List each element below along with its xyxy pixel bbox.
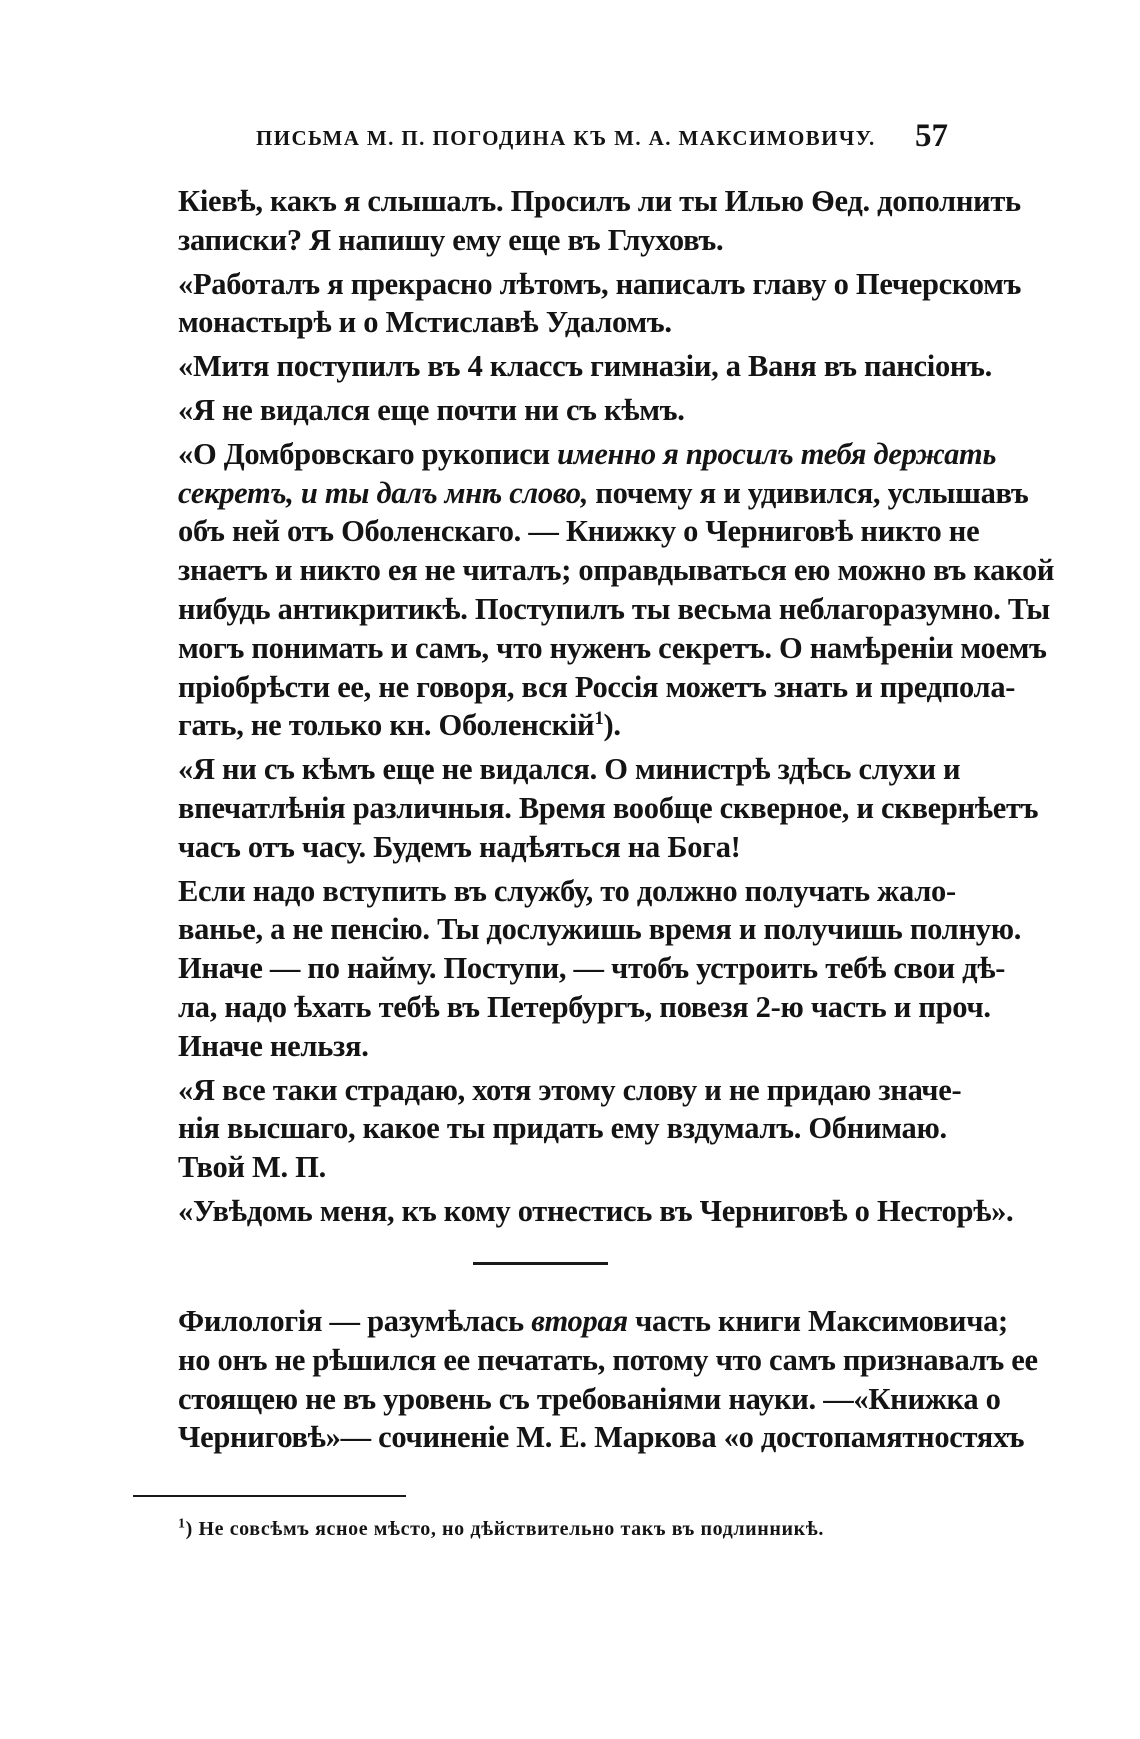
paragraph-7	[178, 872, 1022, 1066]
text-line: пріобрѣсти ее, не говоря, вся Россія можетъ знать и предпола-	[178, 669, 1016, 704]
section-divider	[473, 1262, 608, 1265]
text-line: «Увѣдомь меня, къ кому отнестись въ Черниговѣ о Несторѣ».	[178, 1193, 1014, 1228]
text-line: Если надо вступить въ службу, то должно получать жало-	[178, 873, 956, 908]
commentary-text	[178, 1302, 1038, 1457]
footnote-text: ) Не совсѣмъ ясное мѣсто, но дѣйствительно такъ въ подлинникѣ.	[185, 1518, 824, 1540]
text-run: гать, не только кн. Оболенскій	[178, 708, 595, 743]
text-line: знаетъ и никто ея не читалъ; оправдываться ею можно въ какой	[178, 553, 1055, 588]
text-run: «О Домбровскаго рукописи	[178, 436, 558, 471]
text-line: «Я все таки страдаю, хотя этому слову и не придаю значе-	[178, 1072, 962, 1107]
text-line: стоящею не въ уровень съ требованіями науки. —«Книжка о	[178, 1381, 1001, 1416]
text-line: нія высшаго, какое ты придать ему вздумалъ. Обнимаю.	[178, 1111, 947, 1146]
paragraph-2	[178, 265, 1022, 343]
text-run: почему я и удивился, услышавъ	[588, 475, 1029, 510]
text-line: «Митя поступилъ въ 4 классъ гимназіи, а Ваня въ пансіонъ.	[178, 349, 992, 384]
text-line: ванье, а не пенсію. Ты дослужишь время и получишь полную.	[178, 912, 1022, 947]
running-head-title: ПИСЬМА М. П. ПОГОДИНА КЪ М. А. МАКСИМОВИЧУ.	[256, 126, 876, 150]
text-line: «Я не видался еще почти ни съ кѣмъ.	[178, 392, 685, 427]
text-line: Черниговѣ»— сочиненіе М. Е. Маркова «о достопамятностяхъ	[178, 1420, 1025, 1455]
text-run: ).	[603, 708, 621, 743]
text-line: Иначе нельзя.	[178, 1028, 369, 1063]
signature: Твой М. П.	[178, 1150, 326, 1185]
text-line: нибудь антикритикѣ. Поступилъ ты весьма неблагоразумно. Ты	[178, 591, 1050, 626]
paragraph-6	[178, 750, 1039, 866]
page-number: 57	[915, 118, 948, 154]
letter-text	[178, 182, 1055, 1231]
paragraph-8	[178, 1071, 962, 1187]
text-line: Кіевѣ, какъ я слышалъ. Просилъ ли ты Илью Ѳед. дополнить	[178, 184, 1021, 218]
text-line: «Я ни съ кѣмъ еще не видался. О министрѣ здѣсь слухи и	[178, 752, 961, 787]
text-line	[178, 474, 1029, 513]
text-line: монастырѣ и о Мстиславѣ Удаломъ.	[178, 305, 672, 340]
italic-run: вторая	[531, 1304, 628, 1338]
paragraph-3	[178, 347, 992, 386]
text-line: «Работалъ я прекрасно лѣтомъ, написалъ главу о Печерскомъ	[178, 266, 1022, 301]
text-line: объ ней отъ Оболенскаго. — Книжку о Черниговѣ никто не	[178, 514, 980, 549]
paragraph-9	[178, 1192, 1014, 1231]
text-line: Иначе — по найму. Поступи, — чтобъ устроить тебѣ свои дѣ-	[178, 951, 1006, 986]
footnote-rule	[133, 1495, 406, 1497]
text-line	[178, 706, 948, 745]
footnote	[178, 1518, 824, 1541]
text-line	[178, 1302, 1008, 1341]
text-line: ла, надо ѣхать тебѣ въ Петербургъ, повезя 2-ю часть и проч.	[178, 989, 991, 1024]
footnote-marker: 1	[594, 708, 604, 730]
text-line	[178, 435, 997, 474]
italic-run: секретъ, и ты далъ мнѣ слово,	[178, 475, 589, 510]
italic-run: именно я просилъ тебя держать	[557, 436, 997, 471]
running-head	[178, 118, 948, 158]
text-line: записки? Я напишу ему еще въ Глуховъ.	[178, 222, 724, 257]
paragraph-5	[178, 435, 1055, 745]
text-run: Филологія — разумѣлась	[178, 1304, 532, 1338]
text-line: часъ отъ часу. Будемъ надѣяться на Бога!	[178, 829, 741, 864]
text-line: но онъ не рѣшился ее печатать, потому что самъ признавалъ ее	[178, 1342, 1038, 1377]
text-line: могъ понимать и самъ, что нуженъ секретъ. О намѣреніи моемъ	[178, 630, 1047, 665]
paragraph-1	[178, 182, 1021, 260]
text-line: впечатлѣнія различныя. Время вообще скверное, и сквернѣетъ	[178, 790, 1039, 825]
paragraph-4	[178, 391, 948, 430]
footnote-number: 1	[178, 1516, 186, 1532]
text-run: часть книги Максимовича;	[627, 1304, 1008, 1338]
